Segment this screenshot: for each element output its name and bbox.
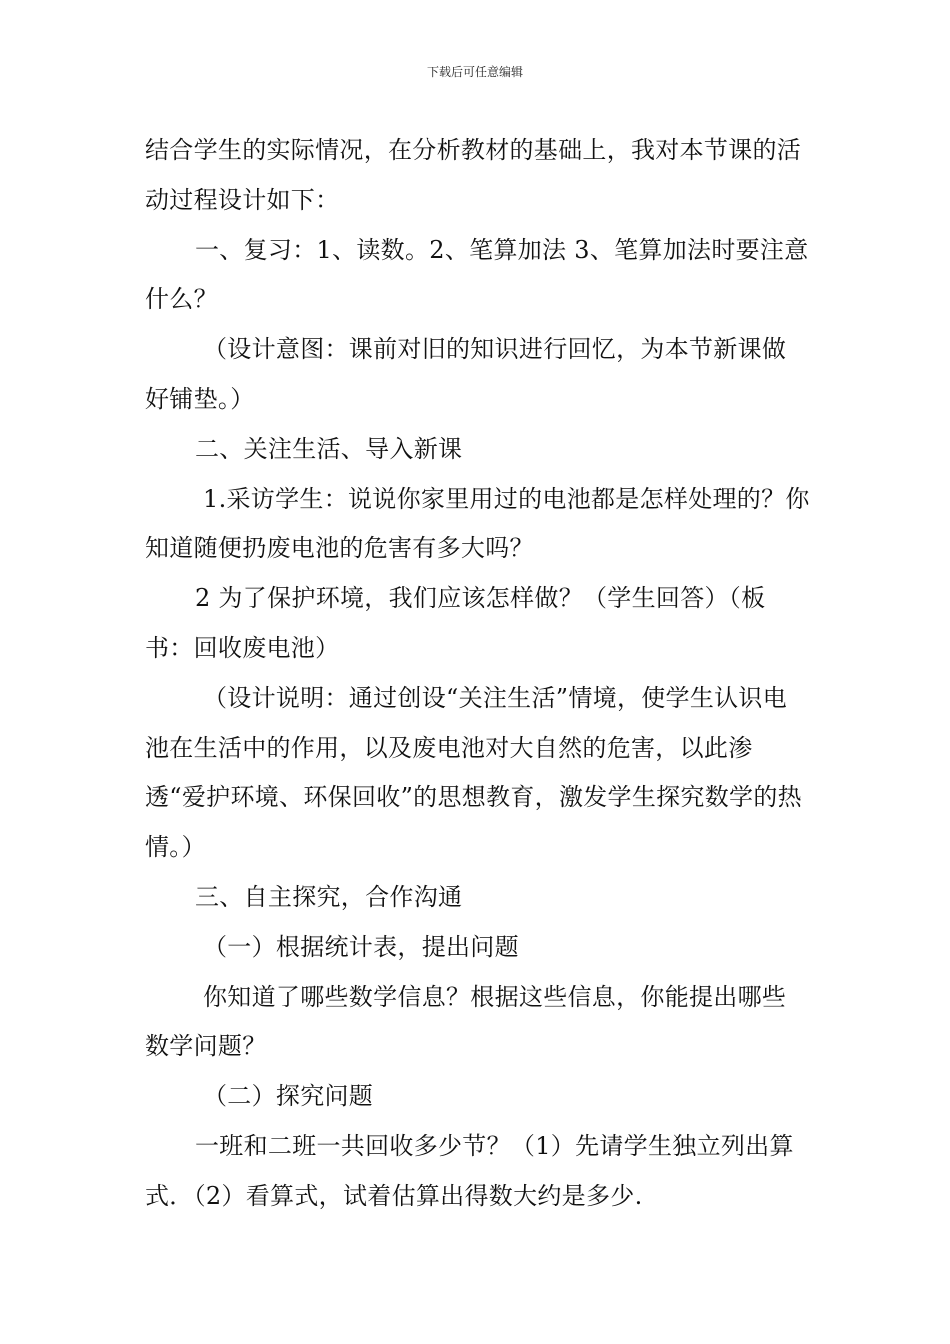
paragraph-protect-environment: 2 为了保护环境，我们应该怎样做？（学生回答）（板书：回收废电池） bbox=[145, 584, 766, 662]
paragraph-design-intent: （设计意图：课前对旧的知识进行回忆，为本节新课做好铺垫。） bbox=[145, 335, 787, 413]
subsection-heading-2: （二）探究问题 bbox=[203, 1082, 374, 1111]
paragraph-interview: 1.采访学生：说说你家里用过的电池都是怎样处理的？你知道随便扔废电池的危害有多大吗？ bbox=[145, 484, 810, 563]
page-header: 下载后可任意编辑 bbox=[426, 65, 523, 79]
paragraph-design-note: （设计说明：通过创设“关注生活”情境，使学生认识电池在生活中的作用，以及废电池对大自然的危害，以此渗透“爱护环境、环保回收”的思想教育，激发学生探究数学的热情。） bbox=[145, 683, 802, 862]
section-heading-2: 二、关注生活、导入新课 bbox=[195, 434, 463, 463]
section-heading-3: 三、自主探究，合作沟通 bbox=[195, 882, 463, 911]
paragraph-problem: 一班和二班一共回收多少节？（1）先请学生独立列出算式．（2）看算式，试着估算出得数大约是多少. bbox=[145, 1131, 794, 1210]
document-body bbox=[145, 126, 810, 1222]
paragraph-review: 一、复习：1、读数。2、笔算加法 3、笔算加法时要注意什么？ bbox=[145, 235, 809, 314]
subsection-heading-1: （一）根据统计表，提出问题 bbox=[203, 932, 519, 961]
paragraph-intro: 结合学生的实际情况，在分析教材的基础上，我对本节课的活动过程设计如下： bbox=[145, 136, 802, 214]
paragraph-questions: 你知道了哪些数学信息？根据这些信息，你能提出哪些数学问题？ bbox=[145, 982, 787, 1061]
